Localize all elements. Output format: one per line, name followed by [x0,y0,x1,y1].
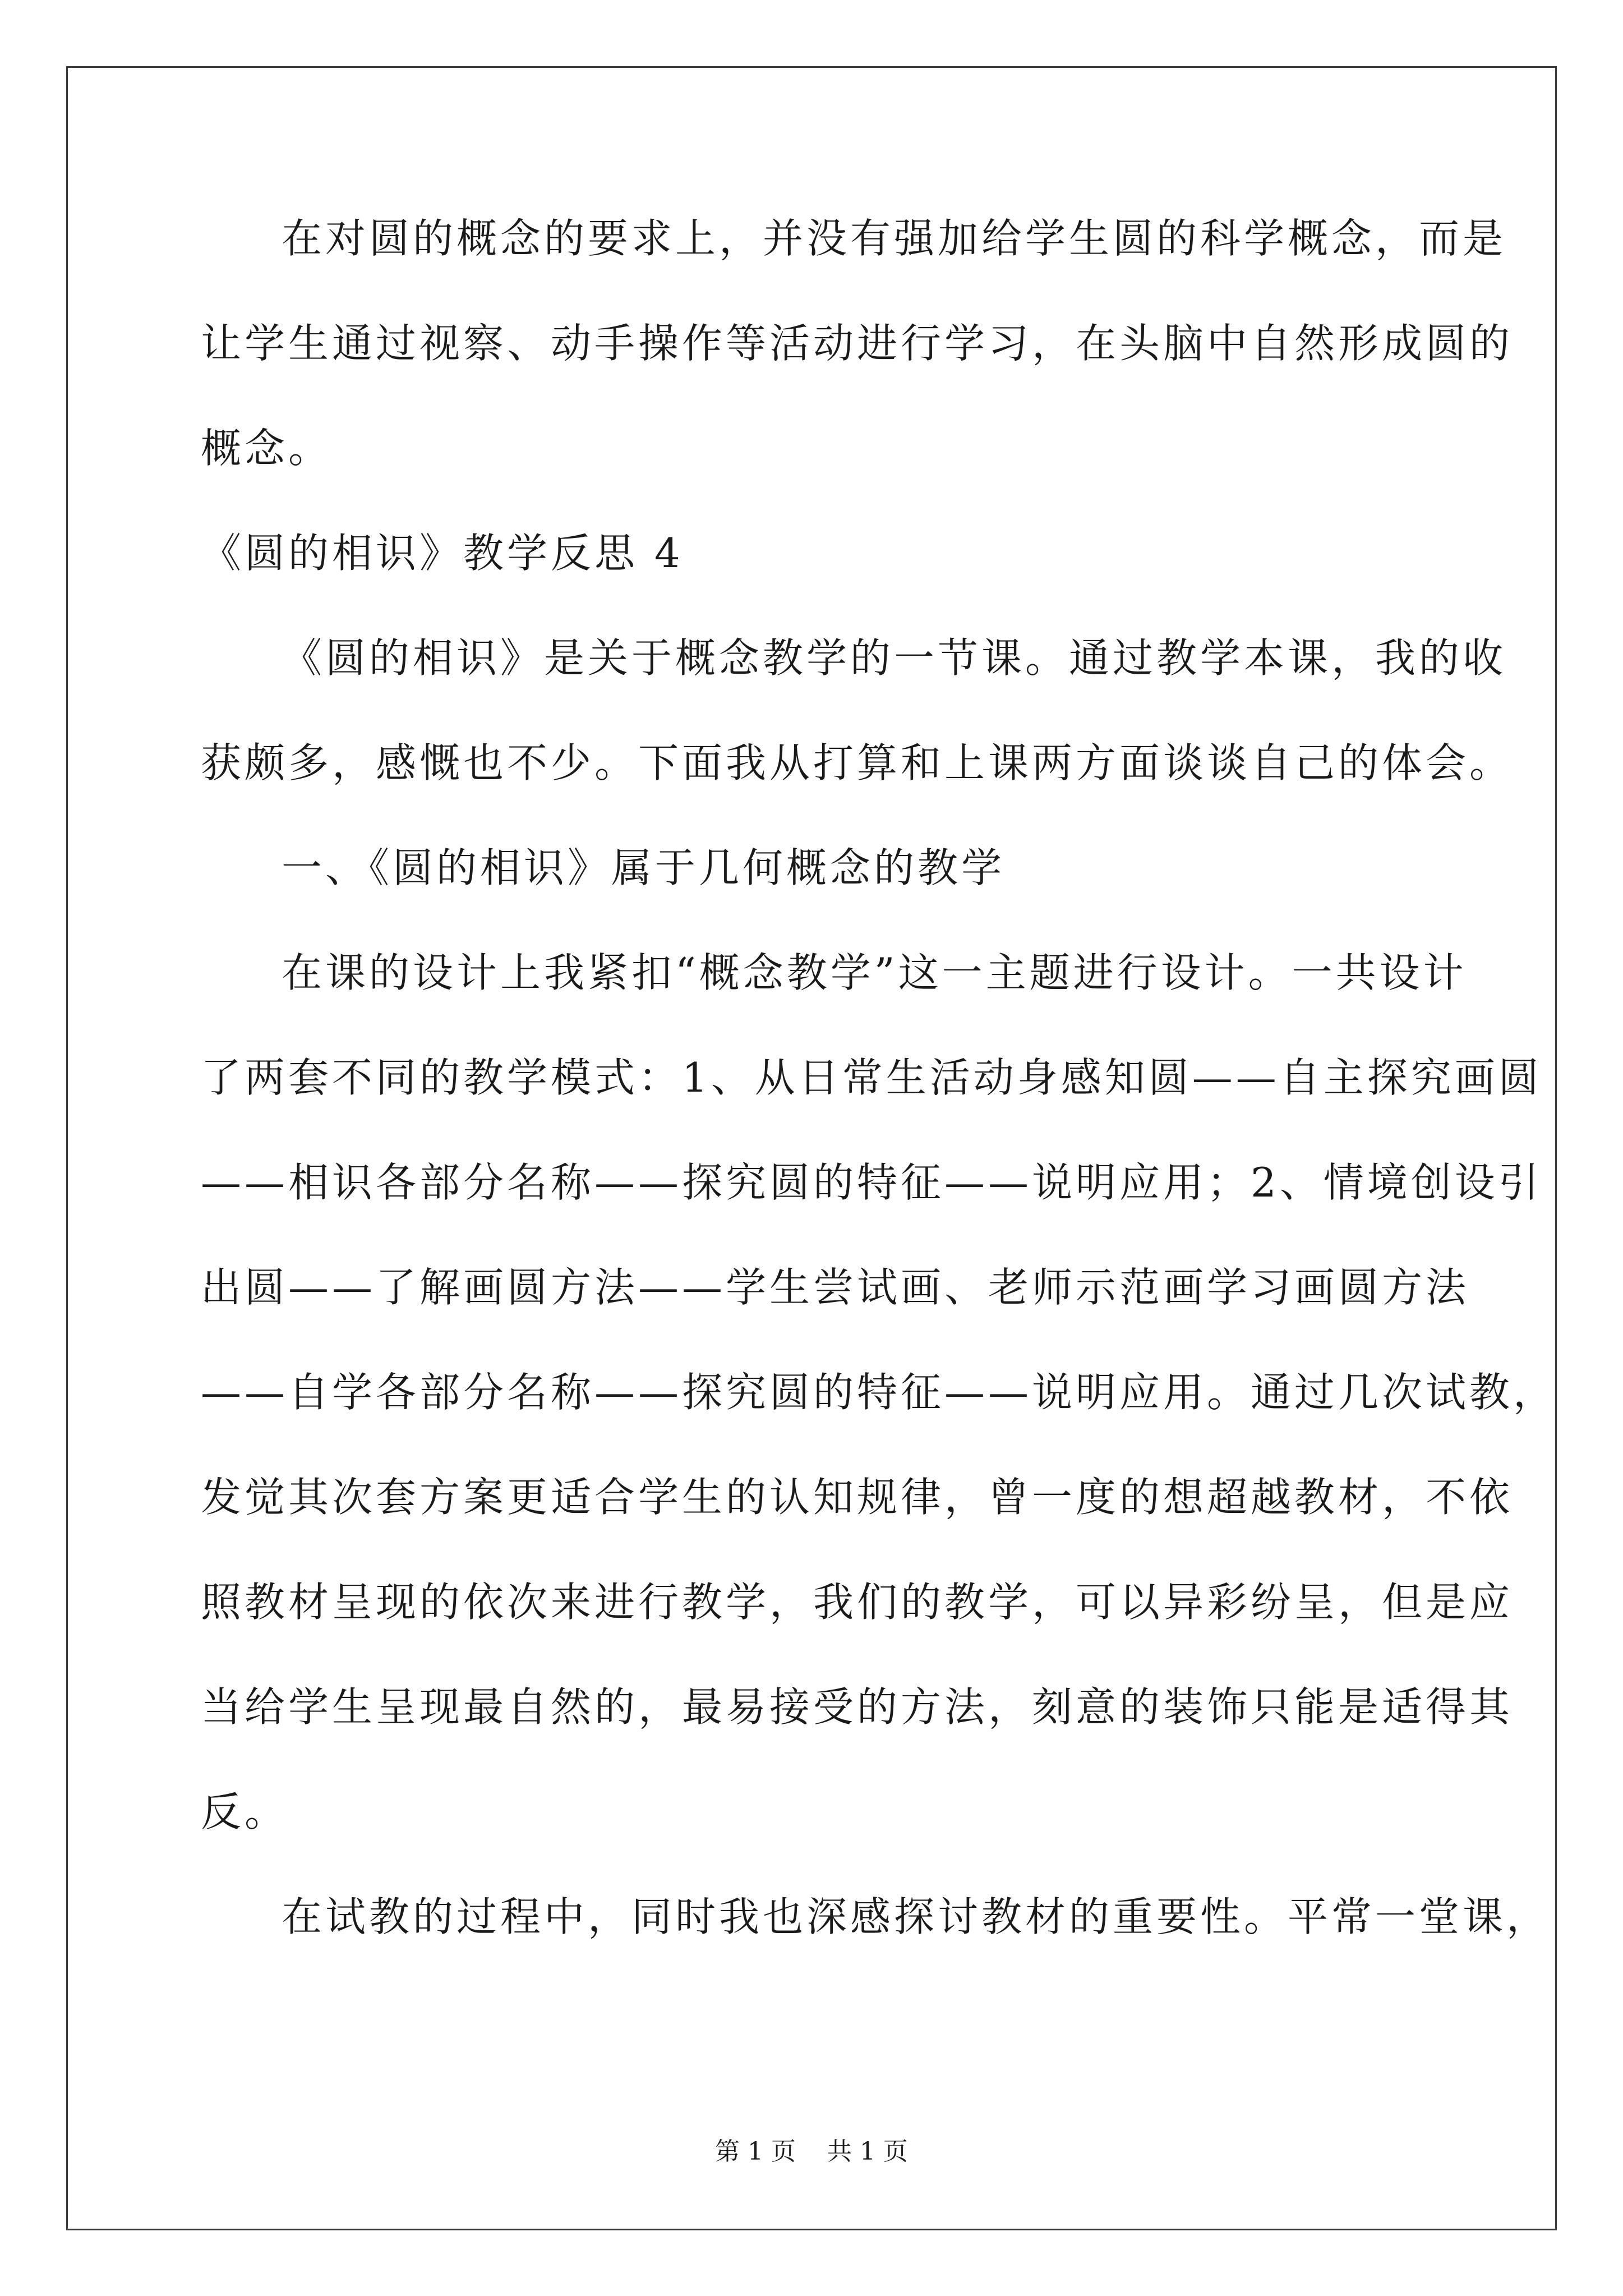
paragraph-line: 出圆——了解画圆方法——学生尝试画、老师示范画学习画圆方法 [201,1264,1470,1311]
paragraph-line: 照教材呈现的依次来进行教学，我们的教学，可以异彩纷呈，但是应 [201,1579,1514,1626]
paragraph-line: 反。 [201,1788,289,1835]
paragraph-line: ——相识各部分名称——探究圆的特征——说明应用；2、情境创设引 [201,1159,1542,1206]
paragraph-line: 在试教的过程中，同时我也深感探讨教材的重要性。平常一堂课， [282,1893,1551,1940]
paragraph-line: 概念。 [201,425,333,472]
paragraph-line: 在对圆的概念的要求上，并没有强加给学生圆的科学概念，而是 [282,215,1507,262]
paragraph-line: 让学生通过视察、动手操作等活动进行学习，在头脑中自然形成圆的 [201,320,1514,367]
paragraph-line: 在课的设计上我紧扣“概念教学”这一主题进行设计。一共设计 [282,949,1467,996]
page-footer: 第 1 页 共 1 页 [715,2137,908,2166]
paragraph-line: ——自学各部分名称——探究圆的特征——说明应用。通过几次试教， [201,1369,1557,1416]
paragraph-line: 发觉其次套方案更适合学生的认知规律，曾一度的想超越教材，不依 [201,1474,1514,1521]
paragraph-line: 《圆的相识》是关于概念教学的一节课。通过教学本课，我的收 [282,634,1507,682]
section-heading: 《圆的相识》教学反思 4 [201,530,684,577]
paragraph-line: 了两套不同的教学模式：1、从日常生活动身感知圆——自主探究画圆 [201,1054,1542,1101]
paragraph-line: 获颇多，感慨也不少。下面我从打算和上课两方面谈谈自己的体会。 [201,739,1514,786]
subsection-heading: 一、《圆的相识》属于几何概念的教学 [282,844,1006,891]
paragraph-line: 当给学生呈现最自然的，最易接受的方法，刻意的装饰只能是适得其 [201,1683,1514,1731]
